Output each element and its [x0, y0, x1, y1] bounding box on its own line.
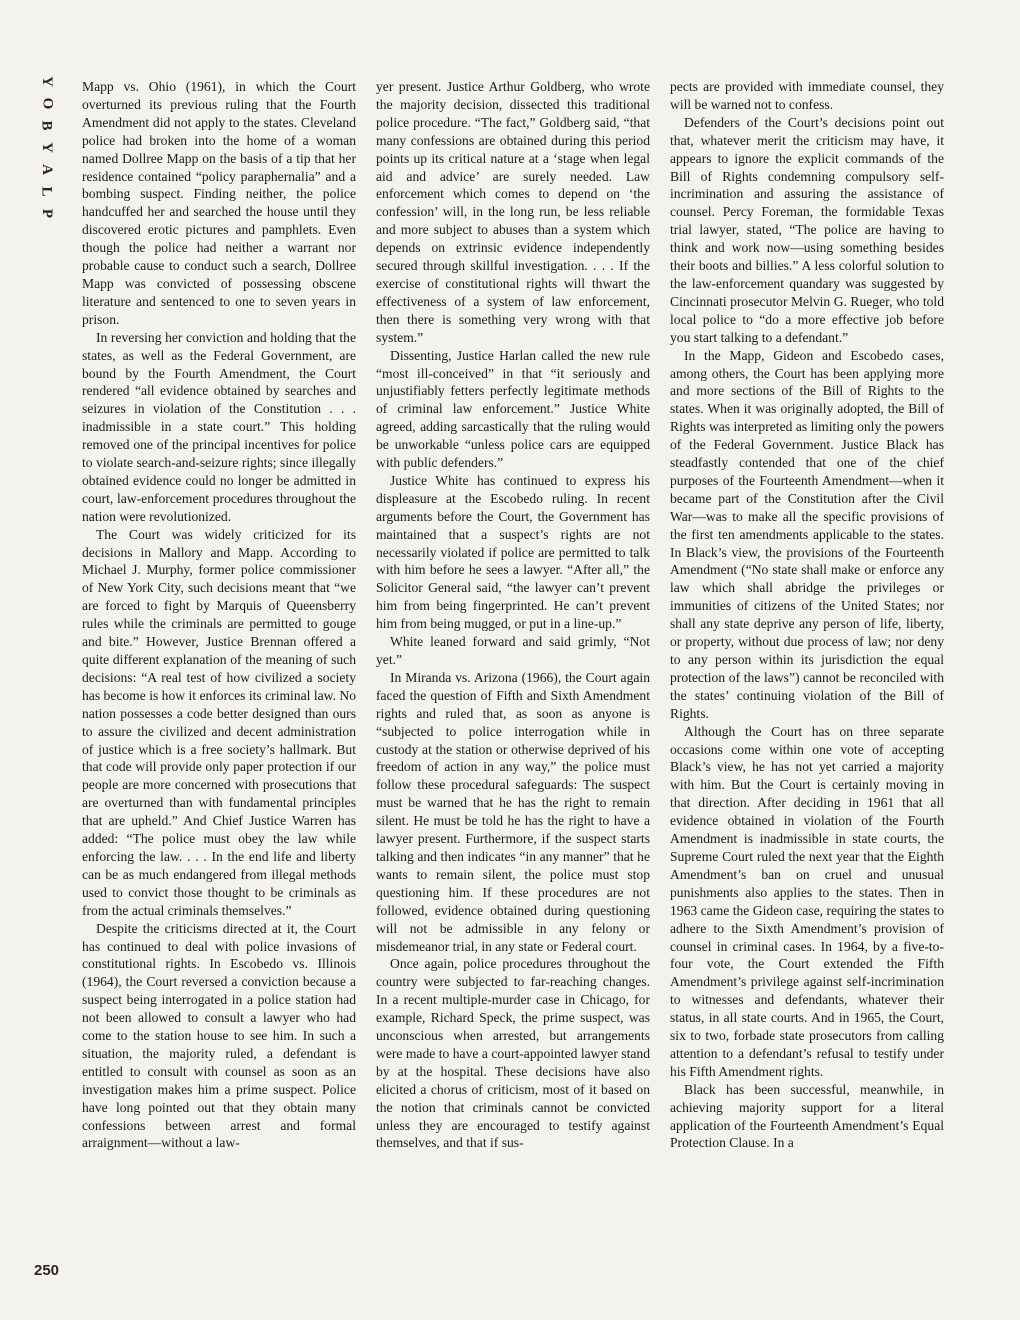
- paragraph: In reversing her conviction and holding that the states, as well as the Federal Government, are bound by the Fourth Amendment, the Court rendered “all evidence obtained by searches and seizures in violation of the Constitution . . . inadmissible in a state court.” This holding removed one of the principal incentives for police to violate search-and-seizure rights; since illegally obtained evidence could no longer be admitted in court, law-enforcement procedures throughout the nation were revolutionized.: [82, 329, 356, 524]
- paragraph: Despite the criticisms directed at it, the Court has continued to deal with police invasions of constitutional rights. In Escobedo vs. Illinois (1964), the Court reversed a conviction because a suspect being interrogated in a police station had not been allowed to consult a lawyer who had come to the station house to see him. In such a situation, the majority ruled, a defendant is entitled to consult with counsel as soon as an investigation makes him a prime suspect. Police have long pointed out that they obtain many confessions between arrest and formal arraignment—without a law-: [82, 920, 356, 1151]
- masthead-letter: P: [38, 208, 55, 220]
- paragraph: In the Mapp, Gideon and Escobedo cases, among others, the Court has been applying more and more sections of the Bill of Rights to the states. When it was originally adopted, the Bill of Rights was interpreted as limiting only the powers of the Federal Government. Justice Black has steadfastly contended that one of the chief purposes of the Fourteenth Amendment—when it became part of the Constitution after the Civil War—was to make all the specific provisions of the first ten amendments applicable to the states. In Black’s view, the provisions of the Fourteenth Amendment (“No state shall make or enforce any law which shall abridge the privileges or immunities of citizens of the United States; nor shall any state deprive any person of life, liberty, or property, without due process of law; nor deny to any person within its jurisdiction the equal protection of the laws”) cannot be reconciled with the states’ continuing violation of the Bill of Rights.: [670, 347, 944, 721]
- masthead-letter: O: [38, 97, 55, 111]
- paragraph: Mapp vs. Ohio (1961), in which the Court overturned its previous ruling that the Fourth Amendment did not apply to the states. Cleveland police had broken into the home of a woman named Dollree Mapp on the basis of a tip that her residence contained “policy paraphernalia” and a bombing suspect. Finding neither, the police handcuffed her and searched the house until they discovered erotic pictures and pamphlets. Even though the police had neither a warrant nor probable cause to conduct such a search, Dollree Mapp was convicted of possessing obscene literature and sentenced to one to seven years in prison.: [82, 79, 356, 327]
- paragraph: Justice White has continued to express his displeasure at the Escobedo ruling. In recent arguments before the Court, the Government has maintained that a suspect’s rights are not necessarily violated if police are permitted to talk with him before he sees a lawyer. “After all,” the Solicitor General said, “the lawyer can’t prevent him from being fingerprinted. He can’t prevent him from being mugged, or put in a line-up.”: [376, 472, 650, 632]
- paragraph: pects are provided with immediate counsel, they will be warned not to confess.: [670, 79, 944, 112]
- text-column-3: [670, 78, 944, 1152]
- paragraph: Although the Court has on three separate occasions come within one vote of accepting Black’s view, he has not yet carried a majority with him. But the Court is certainly moving in that direction. After deciding in 1961 that all evidence obtained in violation of the Fourth Amendment is inadmissible in state courts, the Supreme Court ruled the next year that the Eighth Amendment’s ban on cruel and unusual punishments also applies to the states. Then in 1963 came the Gideon case, requiring the states to adhere to the Sixth Amendment’s provision of counsel in criminal cases. In 1964, by a five-to-four vote, the Court extended the Fifth Amendment’s privilege against self-incrimination to witnesses and defendants, whatever their status, in all state courts. And in 1965, the Court, six to two, forbade state prosecutors from calling attention to a defendant’s refusal to testify under his Fifth Amendment rights.: [670, 723, 944, 1079]
- text-column-1: [82, 78, 356, 1152]
- paragraph: yer present. Justice Arthur Goldberg, who wrote the majority decision, dissected this traditional police procedure. “The fact,” Goldberg said, “that many confessions are obtained during this period points up its critical nature at a ‘stage when legal aid and advice’ are surely needed. Law enforcement which comes to depend on ‘the confession’ will, in the long run, be less reliable and more subject to abuses than a system which depends on extrinsic evidence independently secured through skillful investigation. . . . If the exercise of constitutional rights will thwart the effectiveness of a system of law enforcement, then there is something very wrong with that system.”: [376, 79, 650, 345]
- masthead-letter: Y: [39, 76, 55, 88]
- paragraph: In Miranda vs. Arizona (1966), the Court again faced the question of Fifth and Sixth Amendment rights and ruled that, as soon as anyone is “subjected to police interrogation while in custody at the station or otherwise deprived of his freedom of action in any way,” the police must follow these procedural safeguards: The suspect must be warned that he has the right to remain silent. He must be told he has the right to have a lawyer present. Furthermore, if the suspect starts talking and then indicates “in any manner” that he wants to remain silent, the police must stop questioning him. If these procedures are not followed, evidence obtained during questioning will not be admissible in any felony or misdemeanor trial, in any state or Federal court.: [376, 669, 650, 954]
- masthead-letter: B: [38, 120, 55, 132]
- paragraph: Once again, police procedures throughout the country were subjected to far-reaching changes. In a recent multiple-murder case in Chicago, for example, Richard Speck, the prime suspect, was unconscious when arrested, but arrangements were made to have a court-appointed lawyer stand by at the hospital. These decisions have also elicited a chorus of criticism, most of it based on the notion that criminals cannot be convicted unless they are encouraged to testify against themselves, and that if sus-: [376, 956, 650, 1151]
- paragraph: The Court was widely criticized for its decisions in Mallory and Mapp. According to Michael J. Murphy, former police commissioner of New York City, such decisions meant that “we are forced to fight by Marquis of Queensberry rules while the criminals are permitted to gouge and bite.” However, Justice Brennan offered a quite different explanation of the meaning of such decisions: “A real test of how civilized a society has become is how it enforces its criminal law. No nation possesses a code better designed than ours to assure the civilized and decent administration of justice which is a free society’s hallmark. But that code will provide only paper protection if our people are more concerned with prosecutions that are overturned than with fundamental principles that are upheld.” And Chief Justice Warren has added: “The police must obey the law while enforcing the law. . . . In the end life and liberty can be as much endangered from illegal methods used to convict those thought to be criminals as from the actual criminals themselves.”: [82, 526, 356, 918]
- masthead-letter: A: [39, 164, 55, 176]
- paragraph: Black has been successful, meanwhile, in achieving majority support for a literal application of the Fourteenth Amendment’s Equal Protection Clause. In a: [670, 1081, 944, 1151]
- paragraph: Defenders of the Court’s decisions point out that, whatever merit the criticism may have, it appears to ignore the explicit commands of the Bill of Rights condemning compulsory self-incrimination and assuring the assistance of counsel. Percy Foreman, the formidable Texas trial lawyer, stated, “The police are having to think and work now—using something besides their boots and billies.” A less colorful solution to the law-enforcement quandary was suggested by Cincinnati prosecutor Melvin G. Rueger, who told local police to “do a more effective job before you start talking to a defendant.”: [670, 114, 944, 345]
- masthead-letter: Y: [39, 142, 55, 154]
- paragraph: Dissenting, Justice Harlan called the new rule “most ill-conceived” in that “it seriously and unjustifiably fetters perfectly legitimate methods of criminal law enforcement.” Justice White agreed, adding sarcastically that the ruling would be unworkable “unless police cars are equipped with public defenders.”: [376, 347, 650, 471]
- paragraph: White leaned forward and said grimly, “Not yet.”: [376, 634, 650, 667]
- masthead-letter: L: [38, 186, 55, 198]
- playboy-masthead: [36, 74, 58, 222]
- page-number: 250: [34, 1262, 60, 1279]
- text-column-2: [376, 78, 650, 1152]
